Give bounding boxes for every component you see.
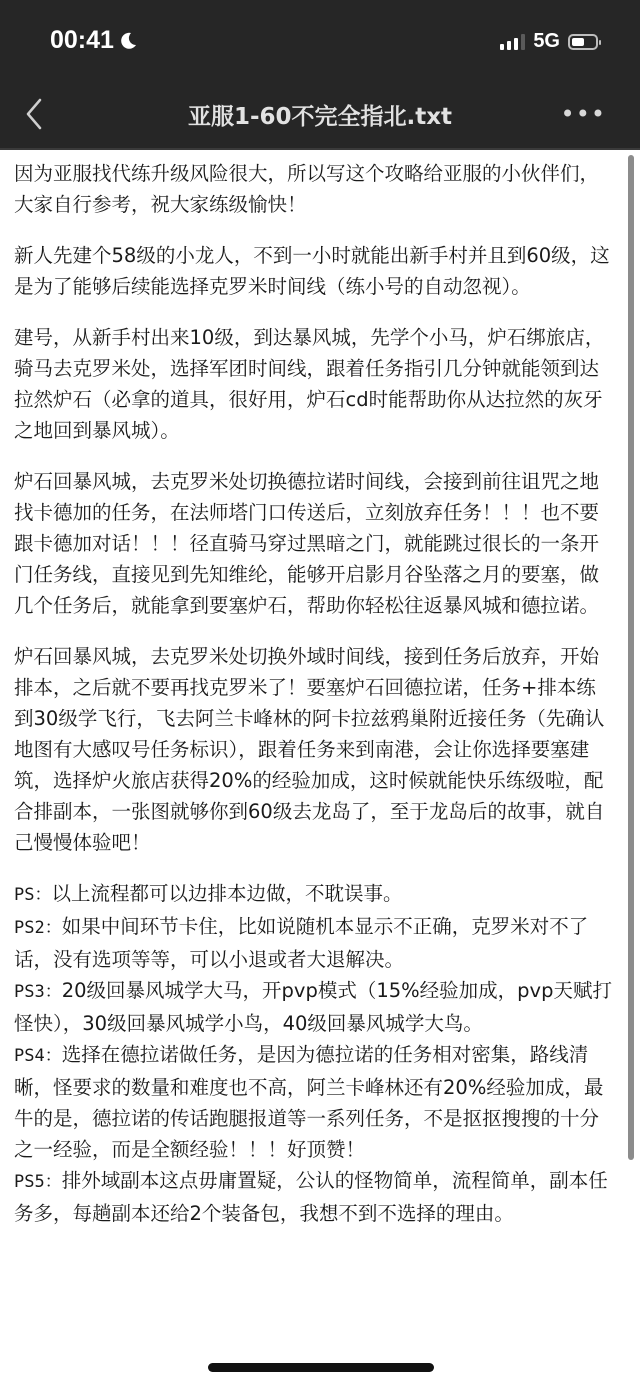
status-indicators	[500, 30, 598, 53]
note	[14, 975, 614, 1039]
document-body	[14, 158, 614, 1229]
home-indicator[interactable]	[208, 1363, 434, 1372]
note	[14, 1039, 614, 1165]
note-text: 以上流程都可以边排本边做，不耽误事。	[51, 882, 403, 905]
paragraph: 新人先建个58级的小龙人，不到一小时就能出新手村并且到60级，这是为了能够后续能选择克罗米时间线（练小号的自动忽视）。	[14, 244, 610, 298]
signal-icon	[500, 34, 525, 50]
note-text: 排外域副本这点毋庸置疑，公认的怪物简单，流程简单，副本任务多，每趟副本还给2个装备包，我想不到不选择的理由。	[14, 1169, 608, 1225]
note	[14, 911, 614, 975]
moon-icon	[118, 31, 138, 51]
note	[14, 1165, 614, 1229]
paragraph: 炉石回暴风城，去克罗米处切换德拉诺时间线，会接到前往诅咒之地找卡德加的任务，在法师塔门口传送后，立刻放弃任务！！！也不要跟卡德加对话！！！径直骑马穿过黑暗之门，就能跳过很长的一条开门任务线，直接见到先知维纶，能够开启影月谷坠落之月的要塞，做几个任务后，就能拿到要塞炉石，帮助你轻松往返暴风城和德拉诺。	[14, 470, 600, 617]
note-text: 选择在德拉诺做任务，是因为德拉诺的任务相对密集，路线清晰，怪要求的数量和难度也不高，阿兰卡峰林还有20%经验加成，最牛的是，德拉诺的传话跑腿报道等一系列任务，不是抠抠搜搜的十分之一经验，而是全额经验！！！好顶赞！	[14, 1043, 604, 1161]
paragraph: 建号，从新手村出来10级，到达暴风城，先学个小马，炉石绑旅店，骑马去克罗米处，选择军团时间线，跟着任务指引几分钟就能领到达拉然炉石（必拿的道具，很好用，炉石cd时能帮助你从达拉然的灰牙之地回到暴风城）。	[14, 326, 605, 442]
battery-icon	[568, 34, 598, 50]
paragraph: 因为亚服找代练升级风险很大，所以写这个攻略给亚服的小伙伴们，大家自行参考，祝大家练级愉快！	[14, 162, 600, 216]
note-tag: PS5：	[14, 1172, 62, 1192]
top-bar	[0, 0, 640, 150]
note-tag: PS4：	[14, 1046, 62, 1066]
note-tag: PS：	[14, 885, 52, 905]
network-type: 5G	[533, 30, 560, 52]
paragraph: 炉石回暴风城，去克罗米处切换外域时间线，接到任务后放弃，开始排本，之后就不要再找克罗米了！要塞炉石回德拉诺，任务+排本练到30级学飞行，飞去阿兰卡峰林的阿卡拉兹鸦巢附近接任务（先确认地图有大感叹号任务标识），跟着任务来到南港，会让你选择要塞建筑，选择炉火旅店获得20%的经验加成，这时候就能快乐练级啦，配合排副本，一张图就够你到60级去龙岛了，至于龙岛后的故事，就自己慢慢体验吧！	[14, 645, 605, 854]
page-title: 亚服1-60不完全指北.txt	[187, 104, 453, 130]
note-text: 20级回暴风城学大马，开pvp模式（15%经验加成，pvp天赋打怪快），30级回暴风城学小鸟，40级回暴风城学大鸟。	[14, 979, 612, 1035]
note-text: 如果中间环节卡住，比如说随机本显示不正确，克罗米对不了话，没有选项等等，可以小退或者大退解决。	[14, 915, 589, 971]
note-tag: PS2：	[14, 918, 62, 938]
scrollbar[interactable]	[628, 155, 634, 1160]
note-tag: PS3：	[14, 982, 62, 1002]
clock: 00:41	[50, 26, 114, 54]
status-time	[50, 26, 138, 55]
more-button[interactable]: •••	[560, 100, 606, 128]
note	[14, 878, 614, 911]
